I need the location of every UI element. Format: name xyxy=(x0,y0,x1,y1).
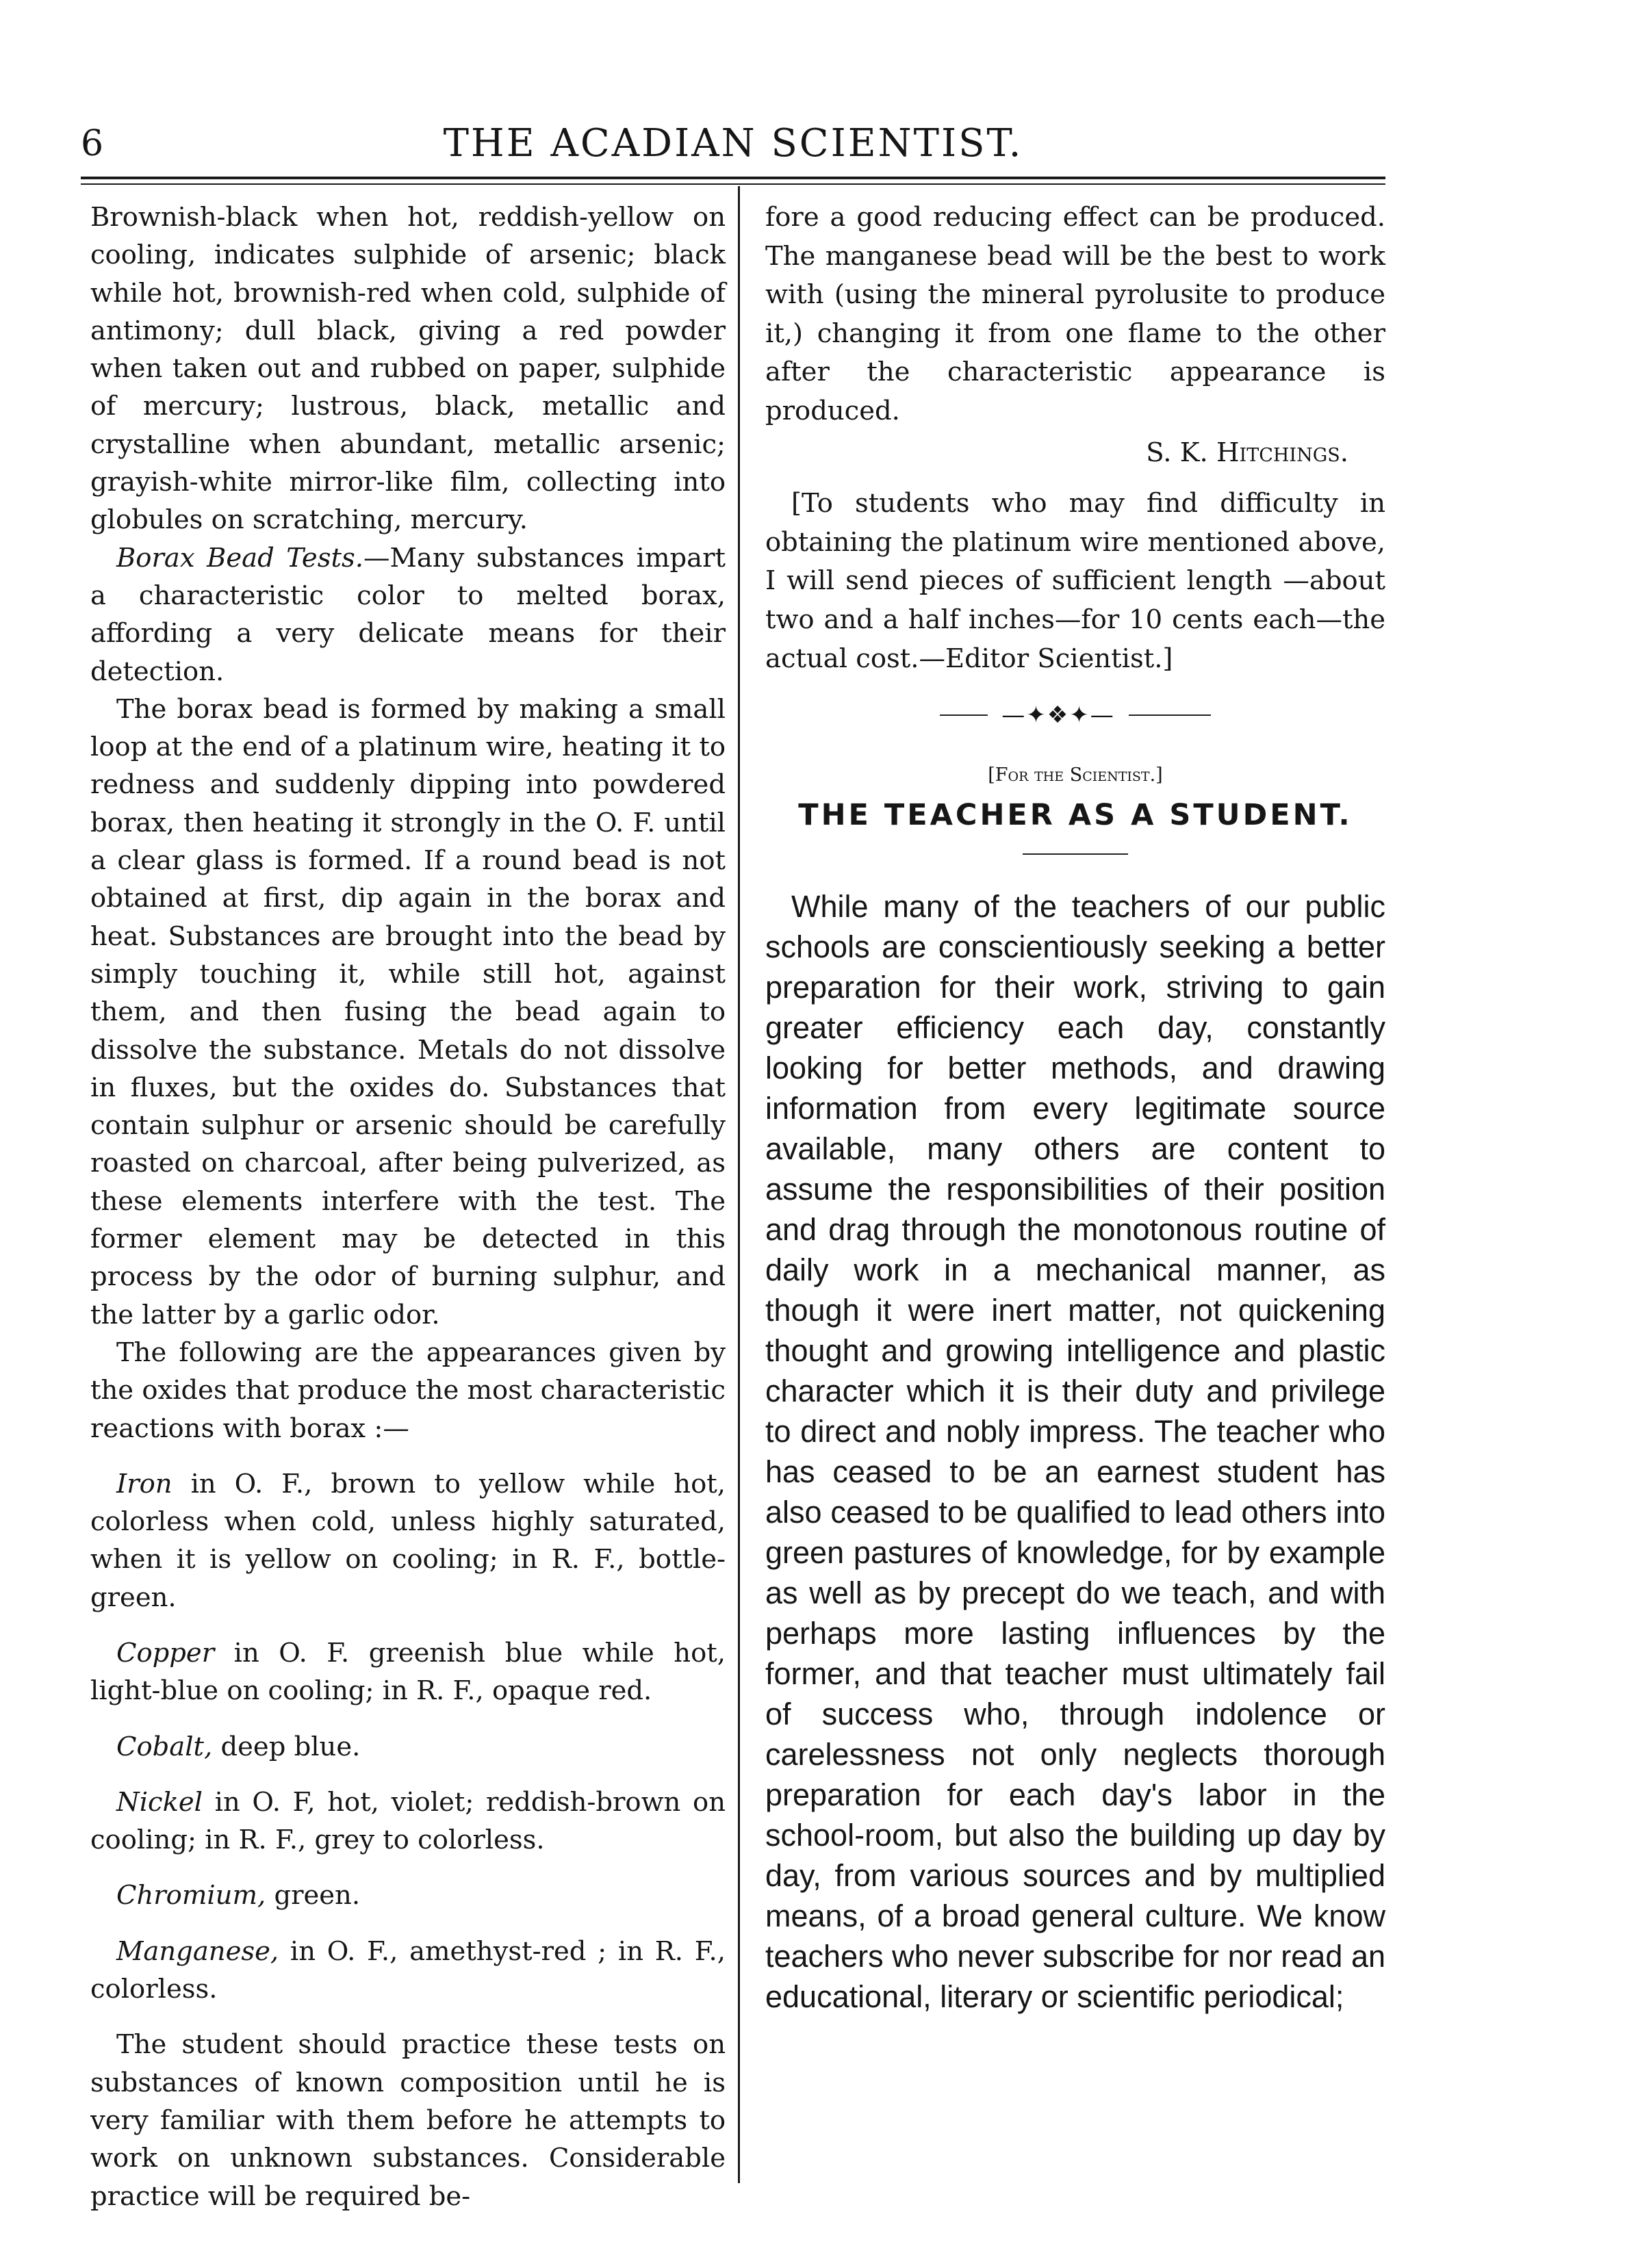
oxide-description: in O. F., brown to yellow while hot, colorless when cold, unless highly saturated, when it is yellow on cooling; in R. F., bottle-green. xyxy=(90,1468,726,1613)
oxide-description: in O. F, hot, violet; reddish-brown on cooling; in R. F., grey to colorless. xyxy=(90,1786,726,1856)
column-divider xyxy=(738,186,740,2183)
ornament-flourish: —✦❖✦— xyxy=(1001,701,1115,729)
oxide-name: Manganese, xyxy=(116,1935,279,1967)
student-practice-paragraph: The student should practice these tests on substances of known composition until he is very familiar with them before he attempts to work on unknown substances. Considerable practice will be required be- xyxy=(90,2029,726,2212)
page-number: 6 xyxy=(81,123,104,164)
author-signature xyxy=(765,434,1385,473)
oxides-intro-paragraph: The following are the appearances given by the oxides that produce the most characteristic reactions with borax :— xyxy=(90,1337,726,1444)
oxide-name: Nickel xyxy=(116,1786,203,1818)
arsenic-paragraph: Brownish-black when hot, reddish-yellow on cooling, indicates sulphide of arsenic; black while hot, brownish-red when cold, sulphide of antimony; dull black, giving a red powder when taken out and rubbed on paper, sulphide of mercury; lustrous, black, metallic and crystalline when abundant, metallic arsenic; grayish-white mirror-like film, collecting into globules on scratching, mercury. xyxy=(90,202,726,536)
left-column xyxy=(90,198,726,2215)
borax-bead-paragraph: The borax bead is formed by making a small loop at the end of a platinum wire, heating it to redness and suddenly dipping into powdered borax, then heating it strongly in the O. F. until a clear glass is formed. If a round bead is not obtained at first, dip again in the borax and heat. Substances are brought into the bead by simply touching it, while still hot, against them, and then fusing the bead again to dissolve the substance. Metals do not dissolve in fluxes, but the oxides do. Substances that contain sulphur or arsenic should be carefully roasted on charcoal, after being pulverized, as these elements interfere with the test. The former element may be detected in this process by the odor of burning sulphur, and the latter by a garlic odor. xyxy=(90,693,726,1330)
credit-text: [For the Scientist.] xyxy=(988,764,1163,786)
signature-text: S. K. Hitchings. xyxy=(1146,437,1348,468)
editor-note: [To students who may find difficulty in obtaining the platinum wire mentioned above, I will send pieces of sufficient length —about two and a half inches—for 10 cents each—the actual cost.—Editor Scientist.] xyxy=(765,488,1385,674)
oxide-description: green. xyxy=(266,1880,361,1911)
oxide-cobalt xyxy=(90,1728,726,1766)
oxide-copper xyxy=(90,1634,726,1710)
ornament-dash-right xyxy=(1129,714,1211,716)
oxide-description: in O. F. greenish blue while hot, light-blue on cooling; in R. F., opaque red. xyxy=(90,1637,726,1707)
oxide-manganese xyxy=(90,1933,726,2009)
oxide-name: Iron xyxy=(116,1468,172,1499)
header-rule-thick xyxy=(81,177,1385,179)
right-column xyxy=(765,198,1385,2017)
borax-tests-intro: —Many substances impart a characteristic color to melted borax, affording a very delicate means for their detection. xyxy=(90,542,726,687)
oxide-description: in O. F., amethyst-red ; in R. F., colorless. xyxy=(90,1935,726,2005)
oxide-name: Cobalt, xyxy=(116,1731,213,1762)
oxide-name: Chromium, xyxy=(116,1880,266,1911)
borax-tests-paragraph xyxy=(90,539,726,691)
header-rule-thin xyxy=(81,183,1385,185)
oxide-name: Copper xyxy=(116,1637,215,1668)
article-body: While many of the teachers of our public schools are conscientiously seeking a better preparation for their work, striving to gain greater efficiency each day, constantly looking for better methods, and drawing information from every legitimate source available, many others are content to assume the responsibilities of their position and drag through the monotonous routine of daily work in a mechanical manner, as though it were inert matter, not quickening thought and growing intelligence and plastic character which it is their duty and privilege to direct and nobly impress. The teacher who has ceased to be an earnest student has also ceased to be qualified to lead others into green pastures of knowledge, for by example as well as by precept do we teach, and with perhaps more lasting influences by the former, and that teacher must ultimately fail of success who, through indolence or carelessness not only neglects thorough preparation for each day's labor in the school-room, but also the building up day by day, from various sources and by multiplied means, of a broad general culture. We know teachers who never subscribe for nor read an educational, literary or scientific periodical; xyxy=(765,889,1385,2015)
article-title: THE TEACHER AS A STUDENT. xyxy=(798,798,1353,833)
borax-tests-heading: Borax Bead Tests. xyxy=(116,542,363,574)
oxide-nickel xyxy=(90,1783,726,1859)
continuation-paragraph: fore a good reducing effect can be produced. The manganese bead will be the best to work with (using the mineral pyrolusite to produce it,) changing it from one flame to the other after the characteristic appearance is produced. xyxy=(765,202,1385,426)
running-title: THE ACADIAN SCIENTIST. xyxy=(443,121,1023,166)
oxide-chromium xyxy=(90,1877,726,1914)
ornament-dash-left xyxy=(940,714,988,716)
article-credit xyxy=(765,760,1385,790)
oxide-description: deep blue. xyxy=(212,1731,361,1762)
title-rule xyxy=(1023,853,1128,855)
page-header xyxy=(81,116,1385,171)
section-ornament xyxy=(765,695,1385,736)
oxide-iron xyxy=(90,1465,726,1616)
